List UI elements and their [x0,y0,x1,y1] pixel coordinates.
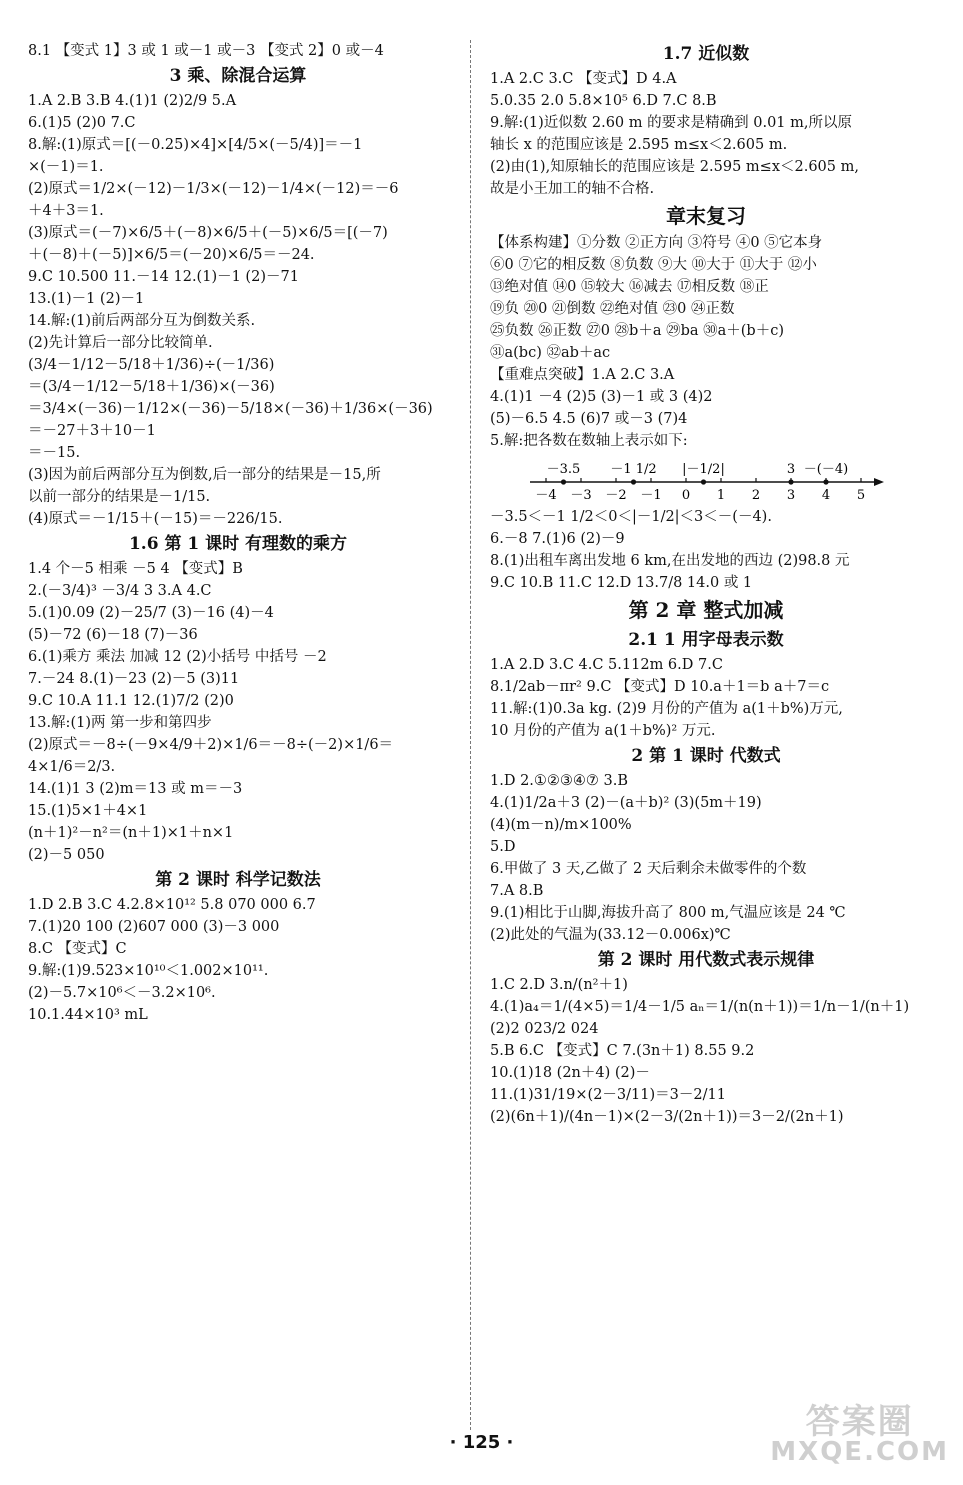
section-title-left-37: 第 2 课时 科学记数法 [155,870,321,890]
answer-line-right-21: 8.(1)出租车离出发地 6 km,在出发地的西边 (2)98.8 元 [490,553,850,569]
answer-line-right-34: 6.甲做了 3 天,乙做了 2 天后剩余未做零件的个数 [490,861,807,877]
answer-line-left-30: 13.解:(1)两 第一步和第四步 [28,715,212,731]
axis-point-label-4: －(－4) [803,462,849,477]
section-title-right-7: 章末复习 [666,204,746,228]
answer-line-left-36: (2)－5 050 [28,847,105,863]
answer-line-left-39: 7.(1)20 100 (2)607 000 (3)－3 000 [28,919,280,935]
answer-line-right-27: 11.解:(1)0.3a kg. (2)9 月份的产值为 a(1＋b%)万元, [490,701,843,717]
answer-line-left-2: 1.A 2.B 3.B 4.(1)1 (2)2/9 5.A [28,93,237,109]
answer-line-left-9: ＋(－8)＋(－5)]×6/5＝(－20)×6/5＝－24. [28,247,315,263]
answer-line-left-29: 9.C 10.A 11.1 12.(1)7/2 (2)0 [28,693,234,709]
axis-point-label-3: 3 [786,462,796,477]
page-number: · 125 · [449,1432,514,1453]
answer-line-right-17: 5.解:把各数在数轴上表示如下: [490,433,688,449]
answer-line-left-19: (3)因为前后两部分互为倒数,后一部分的结果是－15,所 [28,467,381,483]
watermark-text: 答案圈 [805,1402,914,1442]
answer-line-right-4: 轴长 x 的范围应该是 2.595 m≤x＜2.605 m. [490,137,788,153]
left-column [28,40,448,1026]
answer-line-left-31: (2)原式＝－8÷(－9×4/9＋2)×1/6＝－8÷(－2)×1/6＝ [28,737,394,753]
answer-line-left-16: ＝3/4×(－36)－1/12×(－36)－5/18×(－36)＋1/36×(－36) [28,401,433,417]
answer-line-left-10: 9.C 10.500 11.－14 12.(1)－1 (2)－71 [28,269,299,285]
answer-line-left-13: (2)先计算后一部分比较简单. [28,335,213,351]
answer-line-right-12: ㉕负数 ㉖正数 ㉗0 ㉘b＋a ㉙ba ㉚a＋(b＋c) [490,323,784,339]
section-title-right-29: 2 第 1 课时 代数式 [631,746,781,766]
answer-line-left-42: (2)－5.7×10⁶＜－3.2×10⁶. [28,985,216,1001]
axis-point-label-2: |－1/2| [682,462,725,477]
answer-line-left-34: 15.(1)5×1＋4×1 [28,803,148,819]
watermark-logo [770,1402,949,1467]
answer-line-left-0: 8.1 【变式 1】3 或 1 或－1 或－3 【变式 2】0 或－4 [28,43,384,59]
answer-line-left-7: ＋4＋3＝1. [28,203,104,219]
answer-line-right-11: ⑲负 ⑳0 ㉑倒数 ㉒绝对值 ㉓0 ㉔正数 [490,301,735,317]
section-title-right-0: 1.7 近似数 [662,44,750,64]
answer-line-right-40: 4.(1)a₄＝1/(4×5)＝1/4－1/5 aₙ＝1/(n(n＋1))＝1/n－1/(n＋1) [490,999,910,1015]
answer-line-right-37: (2)此处的气温为(33.12－0.006x)℃ [490,927,731,943]
axis-point-0 [561,479,566,484]
answer-line-right-33: 5.D [490,839,516,855]
answer-line-right-35: 7.A 8.B [490,883,544,899]
answer-line-right-44: 11.(1)31/19×(2－3/11)＝3－2/11 [490,1087,726,1103]
answer-line-right-8: 【体系构建】①分数 ②正方向 ③符号 ④0 ⑤它本身 [490,235,823,251]
answer-line-right-22: 9.C 10.B 11.C 12.D 13.7/8 14.0 或 1 [490,575,753,591]
answer-line-left-6: (2)原式＝1/2×(－12)－1/3×(－12)－1/4×(－12)＝－6 [28,181,399,197]
section-title-right-23: 第 2 章 整式加减 [628,598,784,622]
number-line [490,452,922,506]
answer-line-right-16: (5)－6.5 4.5 (6)7 或－3 (7)4 [490,411,688,427]
answer-line-right-15: 4.(1)1 －4 (2)5 (3)－1 或 3 (4)2 [490,389,713,405]
answer-line-left-17: ＝－27＋3＋10－1 [28,423,156,439]
section-title-right-24: 2.1 1 用字母表示数 [628,630,784,650]
answer-line-right-41: (2)2 023/2 024 [490,1021,599,1037]
answer-line-left-4: 8.解:(1)原式＝[(－0.25)×4]×[4/5×(－5/4)]＝－1 [28,137,363,153]
answer-line-right-32: (4)(m－n)/m×100% [490,817,632,833]
answer-line-left-43: 10.1.44×10³ mL [28,1007,148,1023]
axis-point-3 [788,479,793,484]
axis-point-1 [631,479,636,484]
answer-line-left-12: 14.解:(1)前后两部分互为倒数关系. [28,313,256,329]
answer-line-right-20: 6.－8 7.(1)6 (2)－9 [490,531,625,547]
answer-line-left-40: 8.C 【变式】C [28,941,127,957]
axis-point-4 [823,479,828,484]
answer-line-right-30: 1.D 2.①②③④⑦ 3.B [490,773,628,789]
answer-line-left-27: 6.(1)乘方 乘法 加减 12 (2)小括号 中括号 －2 [28,649,327,665]
axis-tick-label-2: －2 [605,488,627,503]
answer-line-right-5: (2)由(1),知原轴长的范围应该是 2.595 m≤x＜2.605 m, [490,159,859,175]
answer-line-left-15: ＝(3/4－1/12－5/18＋1/36)×(－36) [28,379,275,395]
axis-tick-label-7: 3 [786,488,796,503]
answer-line-left-20: 以前一部分的结果是－1/15. [28,489,211,505]
axis-point-label-1: －1 1/2 [610,462,657,477]
axis-tick-label-3: －1 [640,488,662,503]
answer-line-left-28: 7.－24 8.(1)－23 (2)－5 (3)11 [28,671,240,687]
answer-line-left-33: 14.(1)1 3 (2)m＝13 或 m＝－3 [28,781,243,797]
axis-tick-label-6: 2 [751,488,761,503]
section-title-right-38: 第 2 课时 用代数式表示规律 [597,950,815,970]
answer-line-left-24: 2.(－3/4)³ －3/4 3 3.A 4.C [28,583,212,599]
section-title-left-1: 3 乘、除混合运算 [169,66,307,86]
answer-line-left-32: 4×1/6＝2/3. [28,759,116,775]
answer-line-right-25: 1.A 2.D 3.C 4.C 5.112m 6.D 7.C [490,657,723,673]
answer-line-left-41: 9.解:(1)9.523×10¹⁰＜1.002×10¹¹. [28,963,269,979]
answer-line-left-35: (n＋1)²－n²＝(n＋1)×1＋n×1 [28,825,234,841]
answer-line-left-8: (3)原式＝(－7)×6/5＋(－8)×6/5＋(－5)×6/5＝[(－7) [28,225,388,241]
axis-tick-label-4: 0 [681,488,691,503]
axis-tick-label-9: 5 [856,488,866,503]
answer-line-left-21: (4)原式＝－1/15＋(－15)＝－226/15. [28,511,283,527]
answer-line-right-31: 4.(1)1/2a＋3 (2)－(a＋b)² (3)(5m＋19) [490,795,762,811]
answer-line-right-13: ㉛a(bc) ㉜ab＋ac [490,345,611,361]
answer-line-left-14: (3/4－1/12－5/18＋1/36)÷(－1/36) [28,357,275,373]
answer-line-right-19: －3.5＜－1 1/2＜0＜|－1/2|＜3＜－(－4). [490,509,772,525]
answer-line-left-18: ＝－15. [28,445,81,461]
answer-line-left-25: 5.(1)0.09 (2)－25/7 (3)－16 (4)－4 [28,605,274,621]
answer-line-right-42: 5.B 6.C 【变式】C 7.(3n＋1) 8.55 9.2 [490,1043,755,1059]
axis-tick-label-0: －4 [535,488,557,503]
answer-line-left-26: (5)－72 (6)－18 (7)－36 [28,627,198,643]
answer-line-right-3: 9.解:(1)近似数 2.60 m 的要求是精确到 0.01 m,所以原 [490,115,852,131]
answer-line-left-38: 1.D 2.B 3.C 4.2.8×10¹² 5.8 070 000 6.7 [28,897,316,913]
answer-line-right-26: 8.1/2ab－πr² 9.C 【变式】D 10.a＋1＝b a＋7＝c [490,679,830,695]
column-divider [470,40,471,1430]
right-column [490,40,922,1128]
answer-line-right-2: 5.0.35 2.0 5.8×10⁵ 6.D 7.C 8.B [490,93,717,109]
answer-line-right-39: 1.C 2.D 3.n/(n²＋1) [490,977,628,993]
answer-line-left-5: ×(－1)＝1. [28,159,104,175]
answer-line-right-1: 1.A 2.C 3.C 【变式】D 4.A [490,71,677,87]
answer-line-left-11: 13.(1)－1 (2)－1 [28,291,145,307]
axis-tick-label-8: 4 [821,488,831,503]
axis-point-2 [701,479,706,484]
number-line-svg [490,452,890,506]
answer-line-right-28: 10 月份的产值为 a(1＋b%)² 万元. [490,723,716,739]
answer-line-left-23: 1.4 个－5 相乘 －5 4 【变式】B [28,561,243,577]
axis-point-label-0: －3.5 [546,462,581,477]
answer-line-right-10: ⑬绝对值 ⑭0 ⑮较大 ⑯减去 ⑰相反数 ⑱正 [490,279,769,295]
section-title-left-22: 1.6 第 1 课时 有理数的乘方 [128,534,348,554]
axis-tick-label-1: －3 [570,488,592,503]
answer-line-right-45: (2)(6n＋1)/(4n－1)×(2－3/(2n＋1))＝3－2/(2n＋1) [490,1109,844,1125]
axis-arrow [874,478,884,486]
answer-line-left-3: 6.(1)5 (2)0 7.C [28,115,136,131]
watermark-url: MXQE.COM [770,1437,949,1467]
answer-line-right-43: 10.(1)18 (2n＋4) (2)－ [490,1065,650,1081]
axis-tick-label-5: 1 [716,488,726,503]
answer-line-right-14: 【重难点突破】1.A 2.C 3.A [490,367,675,383]
answer-line-right-9: ⑥0 ⑦它的相反数 ⑧负数 ⑨大 ⑩大于 ⑪大于 ⑫小 [490,257,817,273]
answer-line-right-36: 9.(1)相比于山脚,海拔升高了 800 m,气温应该是 24 ℃ [490,905,846,921]
answer-line-right-6: 故是小王加工的轴不合格. [490,181,655,197]
